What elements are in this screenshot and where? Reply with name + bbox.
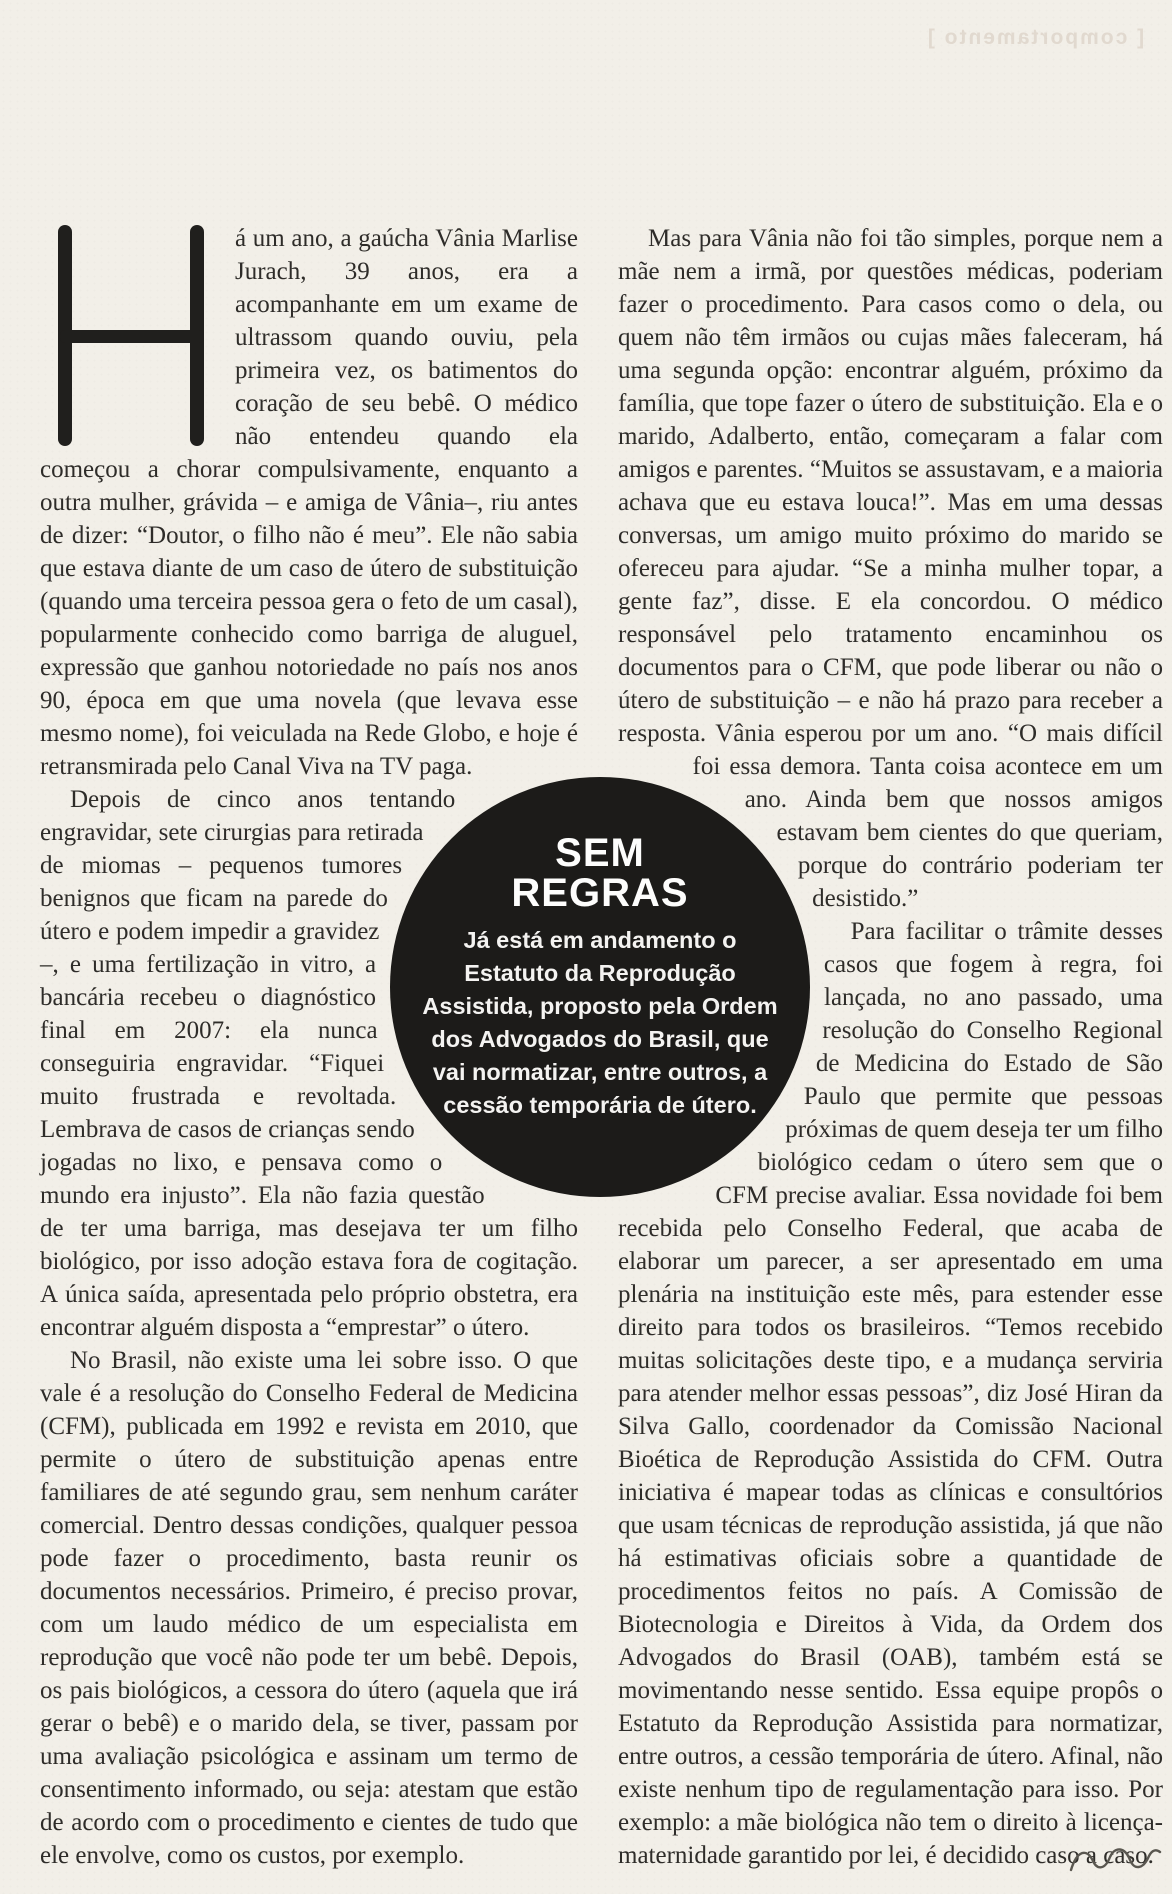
paragraph-text: á um ano, a gaúcha Vânia Marlise Jurach, 39 anos, era a acompanhante em um exame de ultrassom quando ouviu, pela primeira vez, os batimentos do coração de seu bebê. O médico não entendeu quando ela começou a chorar compulsivamente, enquanto a outra mulher, grávida – e amiga de Vânia–, riu antes de dizer: “Doutor, o filho não é meu”. Ele não sabia que estava diante de um caso de útero de substituição (quando uma terceira pessoa gera o feto de um casal), popularmente conhecido como barriga de aluguel, expressão que ganhou notoriedade no país nos anos 90, época em que uma novela (que levava esse mesmo nome), foi veiculada na Rede Globo, e hoje é retransmirada pelo Canal Viva na TV paga. — [40, 225, 578, 780]
paragraph: Depois de cinco anos tentando engravidar, sete cirurgias para retirada de miomas – pequenos tumores benignos que ficam na parede do útero e podem impedir a gravidez –, e uma fertilização in vitro, a bancária recebeu o diagnóstico final em 2007: ela nunca conseguiria engravidar. “Fiquei muito frustrada e revoltada. Lembrava de casos de crianças sendo jogadas no lixo, e pensava como o mundo era injusto”. Ela não fazia questão de ter uma barriga, mas desejava ter um filho biológico, por isso adoção estava fora de cogitação. A única saída, apresentada pelo próprio obstetra, era encontrar alguém disposta a “emprestar” o útero. — [40, 786, 578, 1341]
drop-cap-letter — [40, 222, 235, 451]
paragraph: Mas para Vânia não foi tão simples, porque nem a mãe nem a irmã, por questões médicas, poderiam fazer o procedimento. Para casos como o dela, ou quem não têm irmãos ou cujas mães faleceram, há uma segunda opção: encontrar alguém, próximo da família, que tope fazer o útero de substituição. Ela e o marido, Adalberto, então, começaram a falar com amigos e parentes. “Muitos se assustavam, e a maioria achava que eu estava louca!”. Mas em uma dessas conversas, um amigo muito próximo do marido se ofereceu para ajudar. “Se a minha mulher topar, a gente faz”, disse. E ela concordou. O médico responsável pelo tratamento encaminhou os documentos para o CFM, que pode liberar ou não o útero de substituição – e não há prazo para receber a resposta. Vânia esperou por um ano. “O mais difícil foi essa demora. Tanta coisa acontece em um ano. Ainda bem que nossos amigos estavam bem cientes do que queriam, porque do contrário poderiam ter desistido.” — [618, 225, 1163, 912]
section-header-showthrough: [ comportamento ] — [925, 26, 1145, 49]
callout-circle — [390, 777, 810, 1197]
paragraph — [40, 222, 578, 783]
callout-title-line: SEM — [555, 831, 645, 875]
callout-title — [390, 777, 810, 913]
end-of-article-mark — [1067, 1842, 1163, 1878]
article-body — [40, 222, 1163, 1872]
paragraph: No Brasil, não existe uma lei sobre isso. O que vale é a resolução do Conselho Federal de Medicina (CFM), publicada em 1992 e revista em 2010, que permite o útero de substituição apenas entre familiares de até segundo grau, sem nenhum caráter comercial. Dentro dessas condições, qualquer pessoa pode fazer o procedimento, basta reunir os documentos necessários. Primeiro, é preciso provar, com um laudo médico de um especialista em reprodução que você não pode ter um bebê. Depois, os pais biológicos, a cessora do útero (aquela que irá gerar o bebê) e o marido dela, se tiver, passam por uma avaliação psicológica e assinam um termo de consentimento informado, ou seja: atestam que estão de acordo com o procedimento e cientes de tudo que ele envolve, como os custos, por exemplo. — [40, 1347, 578, 1869]
drop-cap-stroke — [60, 330, 204, 343]
paragraph: Para facilitar o trâmite desses casos que fogem à regra, foi lançada, no ano passado, uma resolução do Conselho Regional de Medicina do Estado de São Paulo que permite que pessoas próximas de quem deseja ter um filho biológico cedam o útero sem que o CFM precise avaliar. Essa novidade foi bem recebida pelo Conselho Federal, que acaba de elaborar um parecer, a ser apresentado em uma plenária na instituição este mês, para estender esse direito para todos os brasileiros. “Temos recebido muitas solicitações deste tipo, e a mudança serviria para atender melhor essas pessoas”, diz José Hiran da Silva Gallo, coordenador da Comissão Nacional Bioética de Reprodução Assistida do CFM. Outra iniciativa é mapear todas as clínicas e consultórios que usam técnicas de reprodução assistida, já que não há estimativas oficiais sobre a quantidade de procedimentos feitos no país. A Comissão de Biotecnologia e Direitos à Vida, da Ordem dos Advogados do Brasil (OAB), também está se movimentando nesse sentido. Essa equipe propôs o Estatuto da Reprodução Assistida para normatizar, entre outros, a cessão temporária de útero. Afinal, não existe nenhum tipo de regulamentação para isso. Por exemplo: a mãe biológica não tem o direito à licença-maternidade garantido por lei, é decidido caso a caso. — [618, 918, 1163, 1869]
callout-title-line: REGRAS — [511, 871, 689, 915]
callout-body: Já está em andamento o Estatuto da Reprodução Assistida, proposto pela Ordem dos Advogados do Brasil, que vai normatizar, entre outros, a cessão temporária de útero. — [422, 927, 778, 1118]
